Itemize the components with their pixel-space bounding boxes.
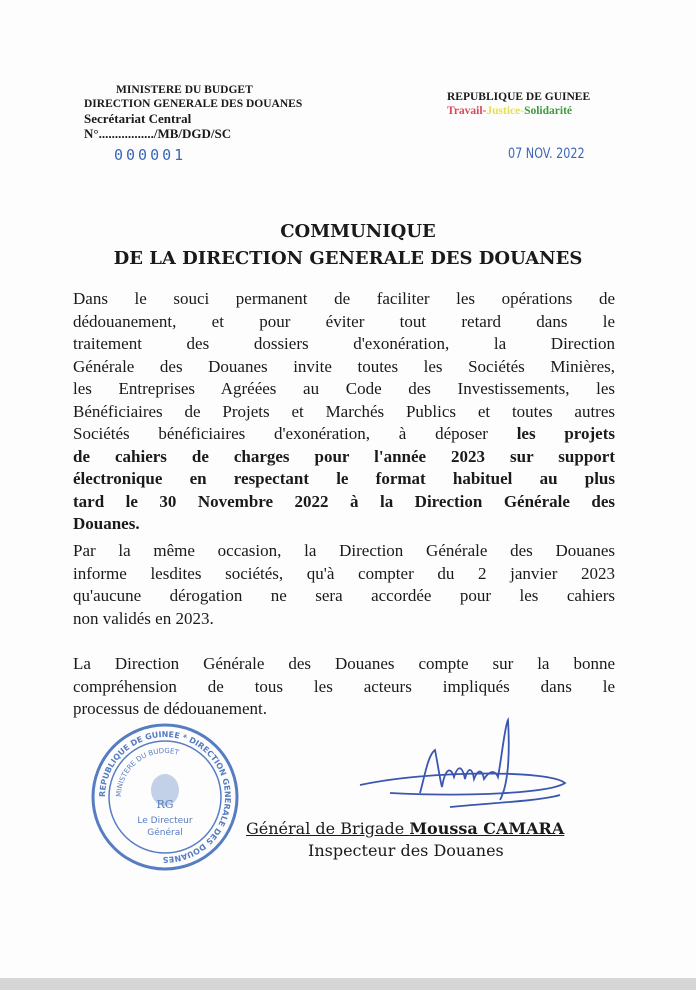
text-run: traitement des dossiers d'exonération, la Direction [73,334,615,353]
text-line [73,378,615,401]
ministry-name: MINISTERE DU BUDGET [116,84,253,96]
official-seal-icon [90,722,240,872]
text-run: informe lesdites sociétés, qu'à compter du 2 janvier 2023 [73,563,615,583]
department-name: Secrétariat Central [84,111,192,126]
text-line [73,311,615,334]
text-line [73,423,615,446]
page-edge [0,978,696,990]
signatory-line [246,818,564,840]
motto-word: Travail- [447,105,487,117]
signatory-name: Moussa CAMARA [409,819,565,838]
text-run: Sociétés bénéficiaires d'exonération, à déposer [73,424,517,443]
text-run: qu'aucune dérogation ne sera accordée pour les cahiers [73,586,615,605]
bold-text: électronique en respectant le format habituel au plus [73,469,615,488]
text-line [73,608,615,631]
text-line [73,468,615,491]
text-line [73,401,615,424]
text-line [73,288,615,311]
text-line [73,513,615,536]
text-run: Dans le souci permanent de faciliter les opérations de [73,289,615,308]
country-header [447,90,590,118]
text-line [73,585,615,608]
text-line [73,676,615,699]
text-run: Bénéficiaires de Projets et Marchés Publics et toutes autres [73,401,615,421]
signatory-title: Inspecteur des Douanes [308,841,504,860]
document-title [0,218,696,272]
bold-text: de cahiers de charges pour l'année 2023 sur support [73,446,615,466]
text-run: La Direction Générale des Douanes compte sur la bonne [73,654,615,673]
issuer-header [84,84,302,141]
motto-word: Justice- [486,105,525,117]
country-name: REPUBLIQUE DE GUINEE [447,91,591,103]
paragraph [73,653,615,721]
paragraph [73,540,615,630]
bold-text: tard le 30 Novembre 2022 à la Direction Générale des [73,491,615,511]
handwritten-signature-icon [350,715,580,825]
stamped-number: 000001 [114,146,187,164]
text-line [73,446,615,469]
paragraph [73,288,615,536]
motto-word: Solidarité [524,105,573,117]
signature-block [246,818,564,862]
text-line [73,333,615,356]
signatory-rank: Général de Brigade [246,819,410,838]
text-run: dédouanement, et pour éviter tout retard dans le [73,311,615,331]
reference-number: N°................./MB/DGD/SC [84,126,232,141]
title-line: COMMUNIQUE [280,221,436,242]
text-line [73,540,615,563]
text-line [73,491,615,514]
seal-center: RG [156,798,174,811]
seal-inner-text: MINISTERE DU BUDGET [114,746,180,798]
text-run: les Entreprises Agréées au Code des Investissements, les [73,379,615,398]
seal-role: Le Directeur [137,816,193,826]
text-run: non validés en 2023. [73,608,214,628]
text-line [73,653,615,676]
seal-ring-text: REPUBLIQUE DE GUINEE * DIRECTION GENERALE DES DOUANES [97,729,233,865]
text-run: compréhension de tous les acteurs impliqués dans le [73,676,615,696]
title-line: DE LA DIRECTION GENERALE DES DOUANES [113,248,583,269]
stamped-date: 07 NOV. 2022 [508,146,585,162]
text-run: Générale des Douanes invite toutes les Sociétés Minières, [73,356,615,376]
seal-role: Général [147,828,183,838]
text-run: Par la même occasion, la Direction Générale des Douanes [73,541,615,560]
text-line [73,356,615,379]
directorate-name: DIRECTION GENERALE DES DOUANES [84,97,303,110]
bold-text: les projets [516,424,615,443]
text-line [73,563,615,586]
bold-text: Douanes. [73,514,140,533]
national-motto [447,104,590,118]
text-run: processus de dédouanement. [73,699,268,718]
